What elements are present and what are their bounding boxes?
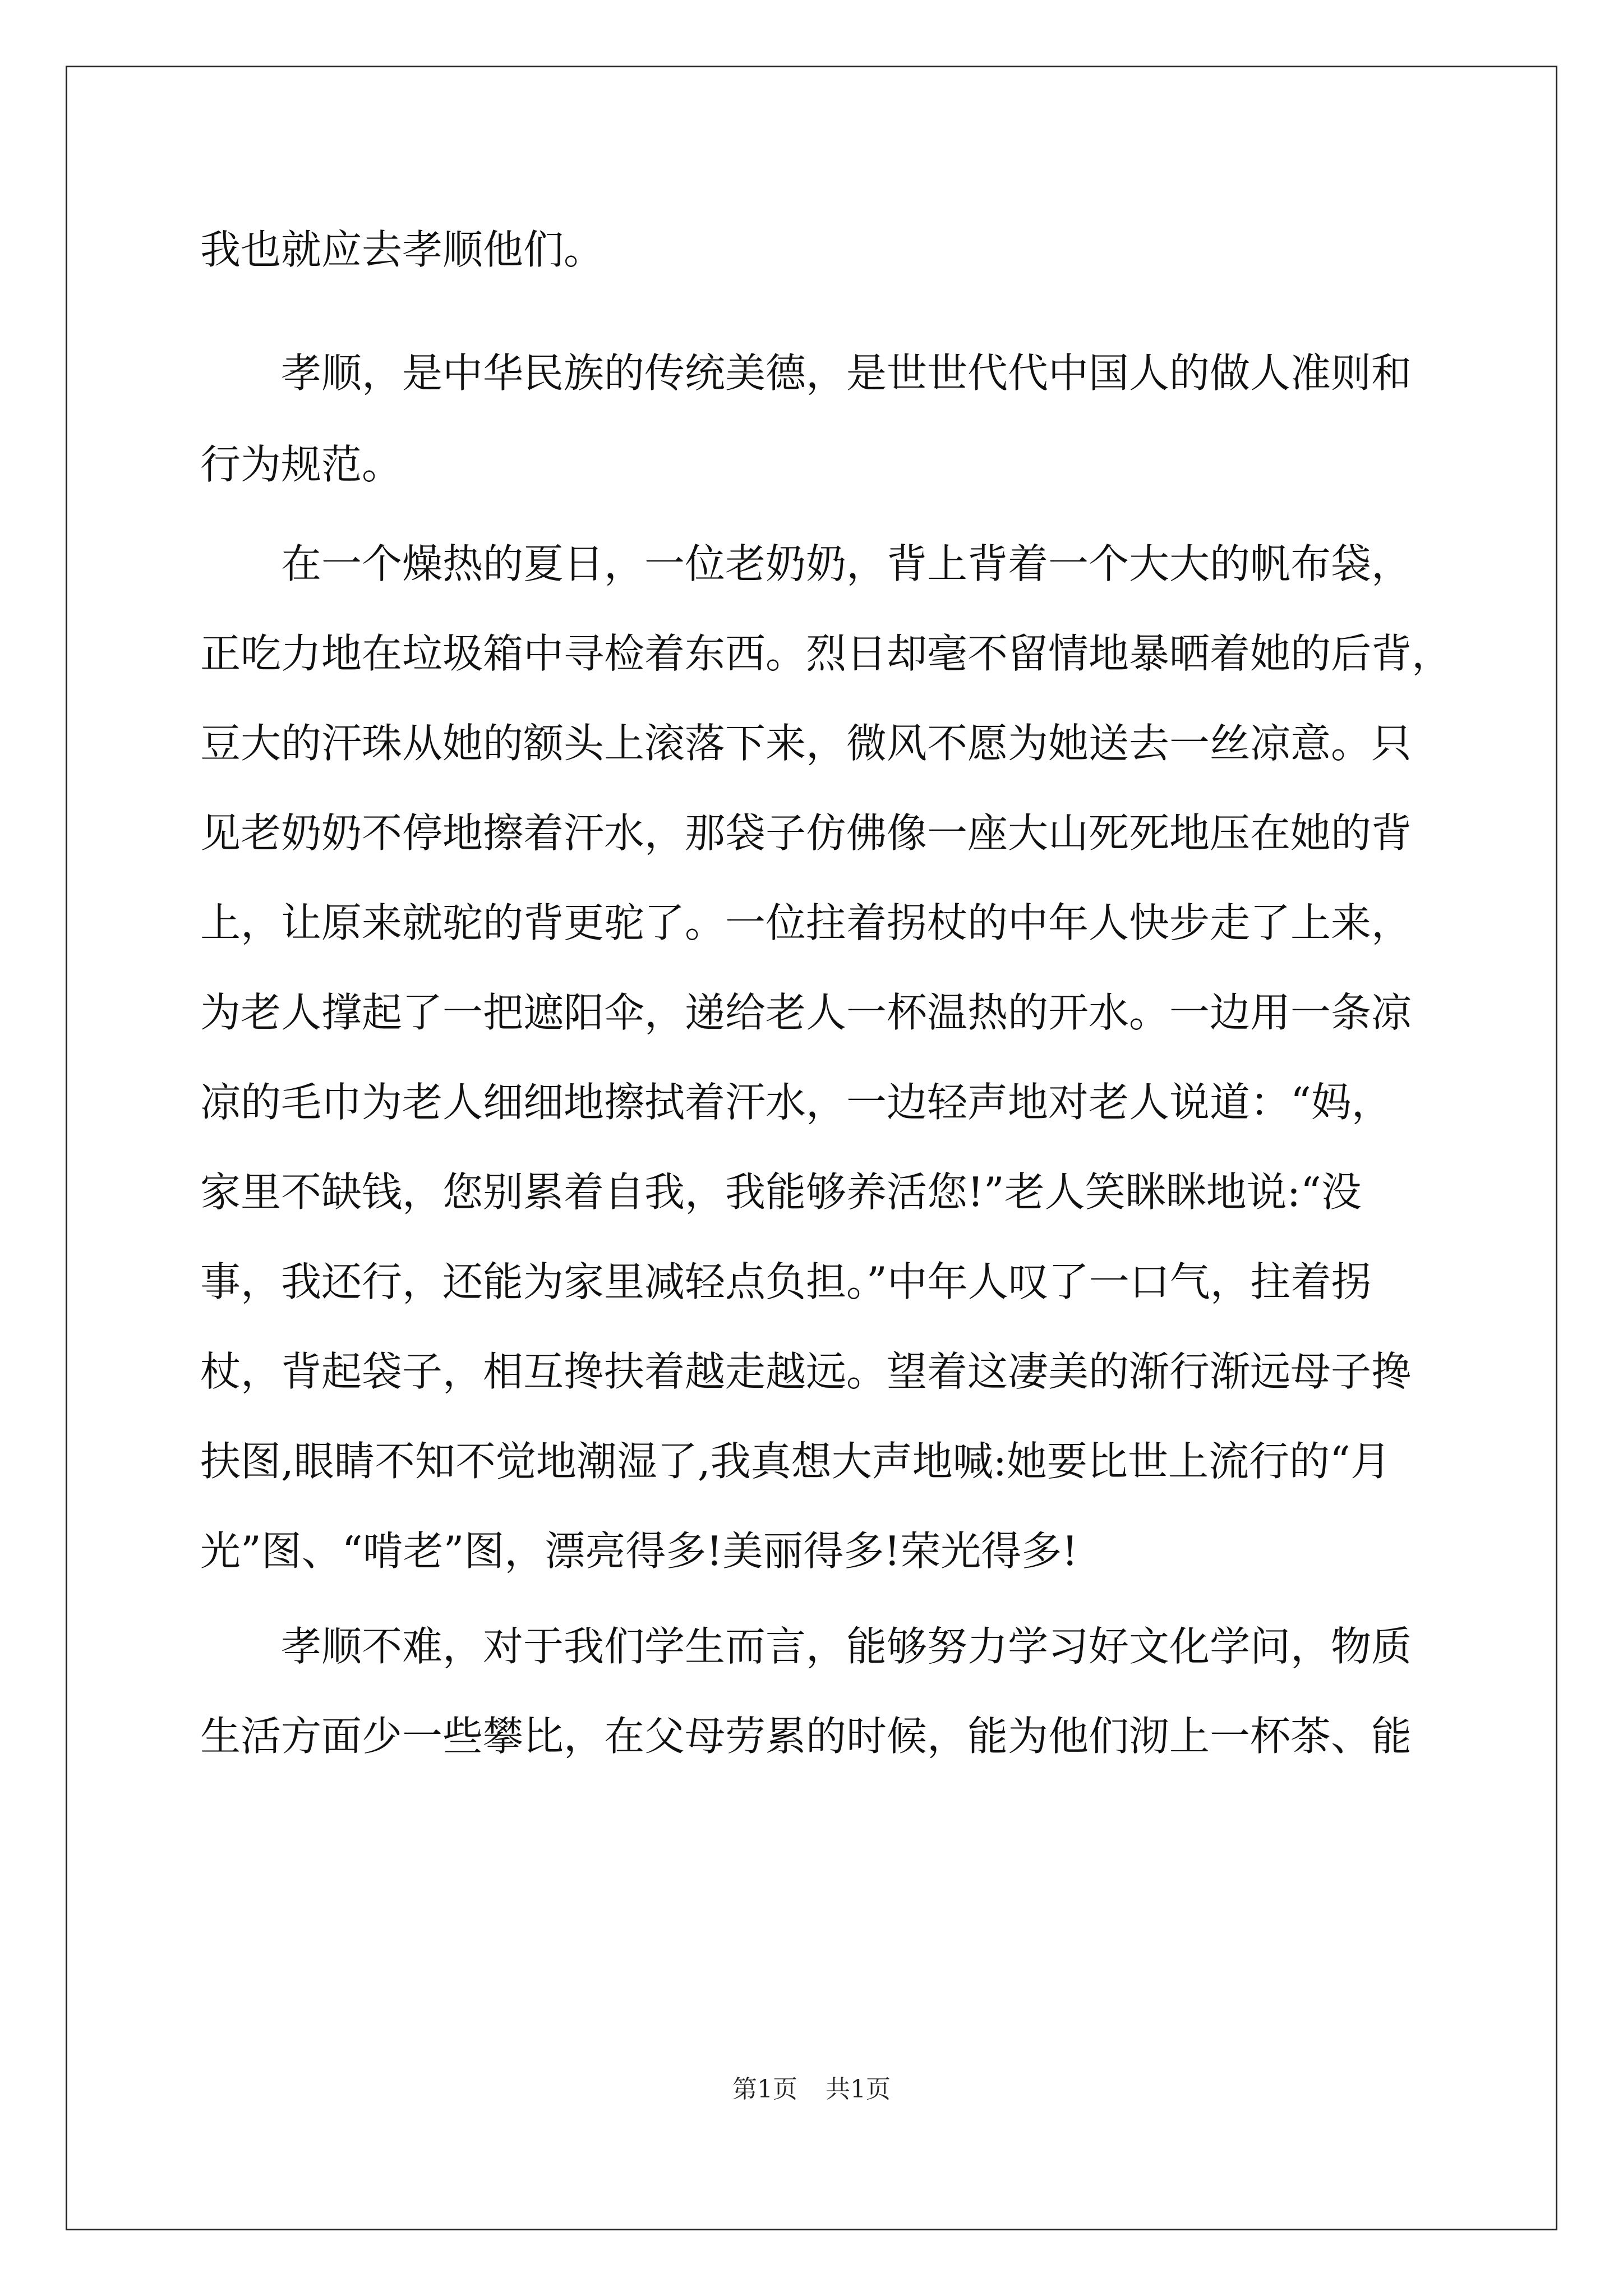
text-line: 行为规范。 [200,441,403,488]
text-line: 上，让原来就驼的背更驼了。一位拄着拐杖的中年人快步走了上来， [200,899,1412,946]
paragraph-first-line: 在一个燥热的夏日，一位老奶奶，背上背着一个大大的帆布袋， [281,540,1412,587]
text-line: 生活方面少一些攀比，在父母劳累的时候，能为他们沏上一杯茶、能 [200,1713,1412,1760]
page-number: 第1页 [732,2075,797,2104]
text-line: 事，我还行，还能为家里减轻点负担。”中年人叹了一口气，拄着拐 [200,1258,1372,1305]
text-line: 为老人撑起了一把遮阳伞，递给老人一杯温热的开水。一边用一条凉 [200,989,1412,1036]
text-line: 家里不缺钱，您别累着自我，我能够养活您!”老人笑眯眯地说:“没 [200,1168,1362,1216]
paragraph-first-line: 孝顺不难，对于我们学生而言，能够努力学习好文化学问，物质 [281,1623,1412,1670]
text-line: 扶图,眼睛不知不觉地潮湿了,我真想大声地喊:她要比世上流行的“月 [200,1438,1391,1485]
paragraph-first-line: 孝顺，是中华民族的传统美德，是世世代代中国人的做人准则和 [281,349,1412,397]
text-line: 光”图、“啃老”图，漂亮得多!美丽得多!荣光得多! [200,1527,1078,1575]
page-footer [0,2069,1623,2105]
text-line: 我也就应去孝顺他们。 [200,226,605,273]
text-line: 凉的毛巾为老人细细地擦拭着汗水，一边轻声地对老人说道：“妈， [200,1079,1392,1126]
text-line: 见老奶奶不停地擦着汗水，那袋子仿佛像一座大山死死地压在她的背 [200,809,1412,857]
text-line: 正吃力地在垃圾箱中寻检着东西。烈日却毫不留情地暴晒着她的后背， [200,630,1453,677]
text-line: 豆大的汗珠从她的额头上滚落下来，微风不愿为她送去一丝凉意。只 [200,720,1412,767]
text-line: 杖，背起袋子，相互搀扶着越走越远。望着这凄美的渐行渐远母子搀 [200,1348,1412,1395]
page-total: 共1页 [826,2075,891,2104]
